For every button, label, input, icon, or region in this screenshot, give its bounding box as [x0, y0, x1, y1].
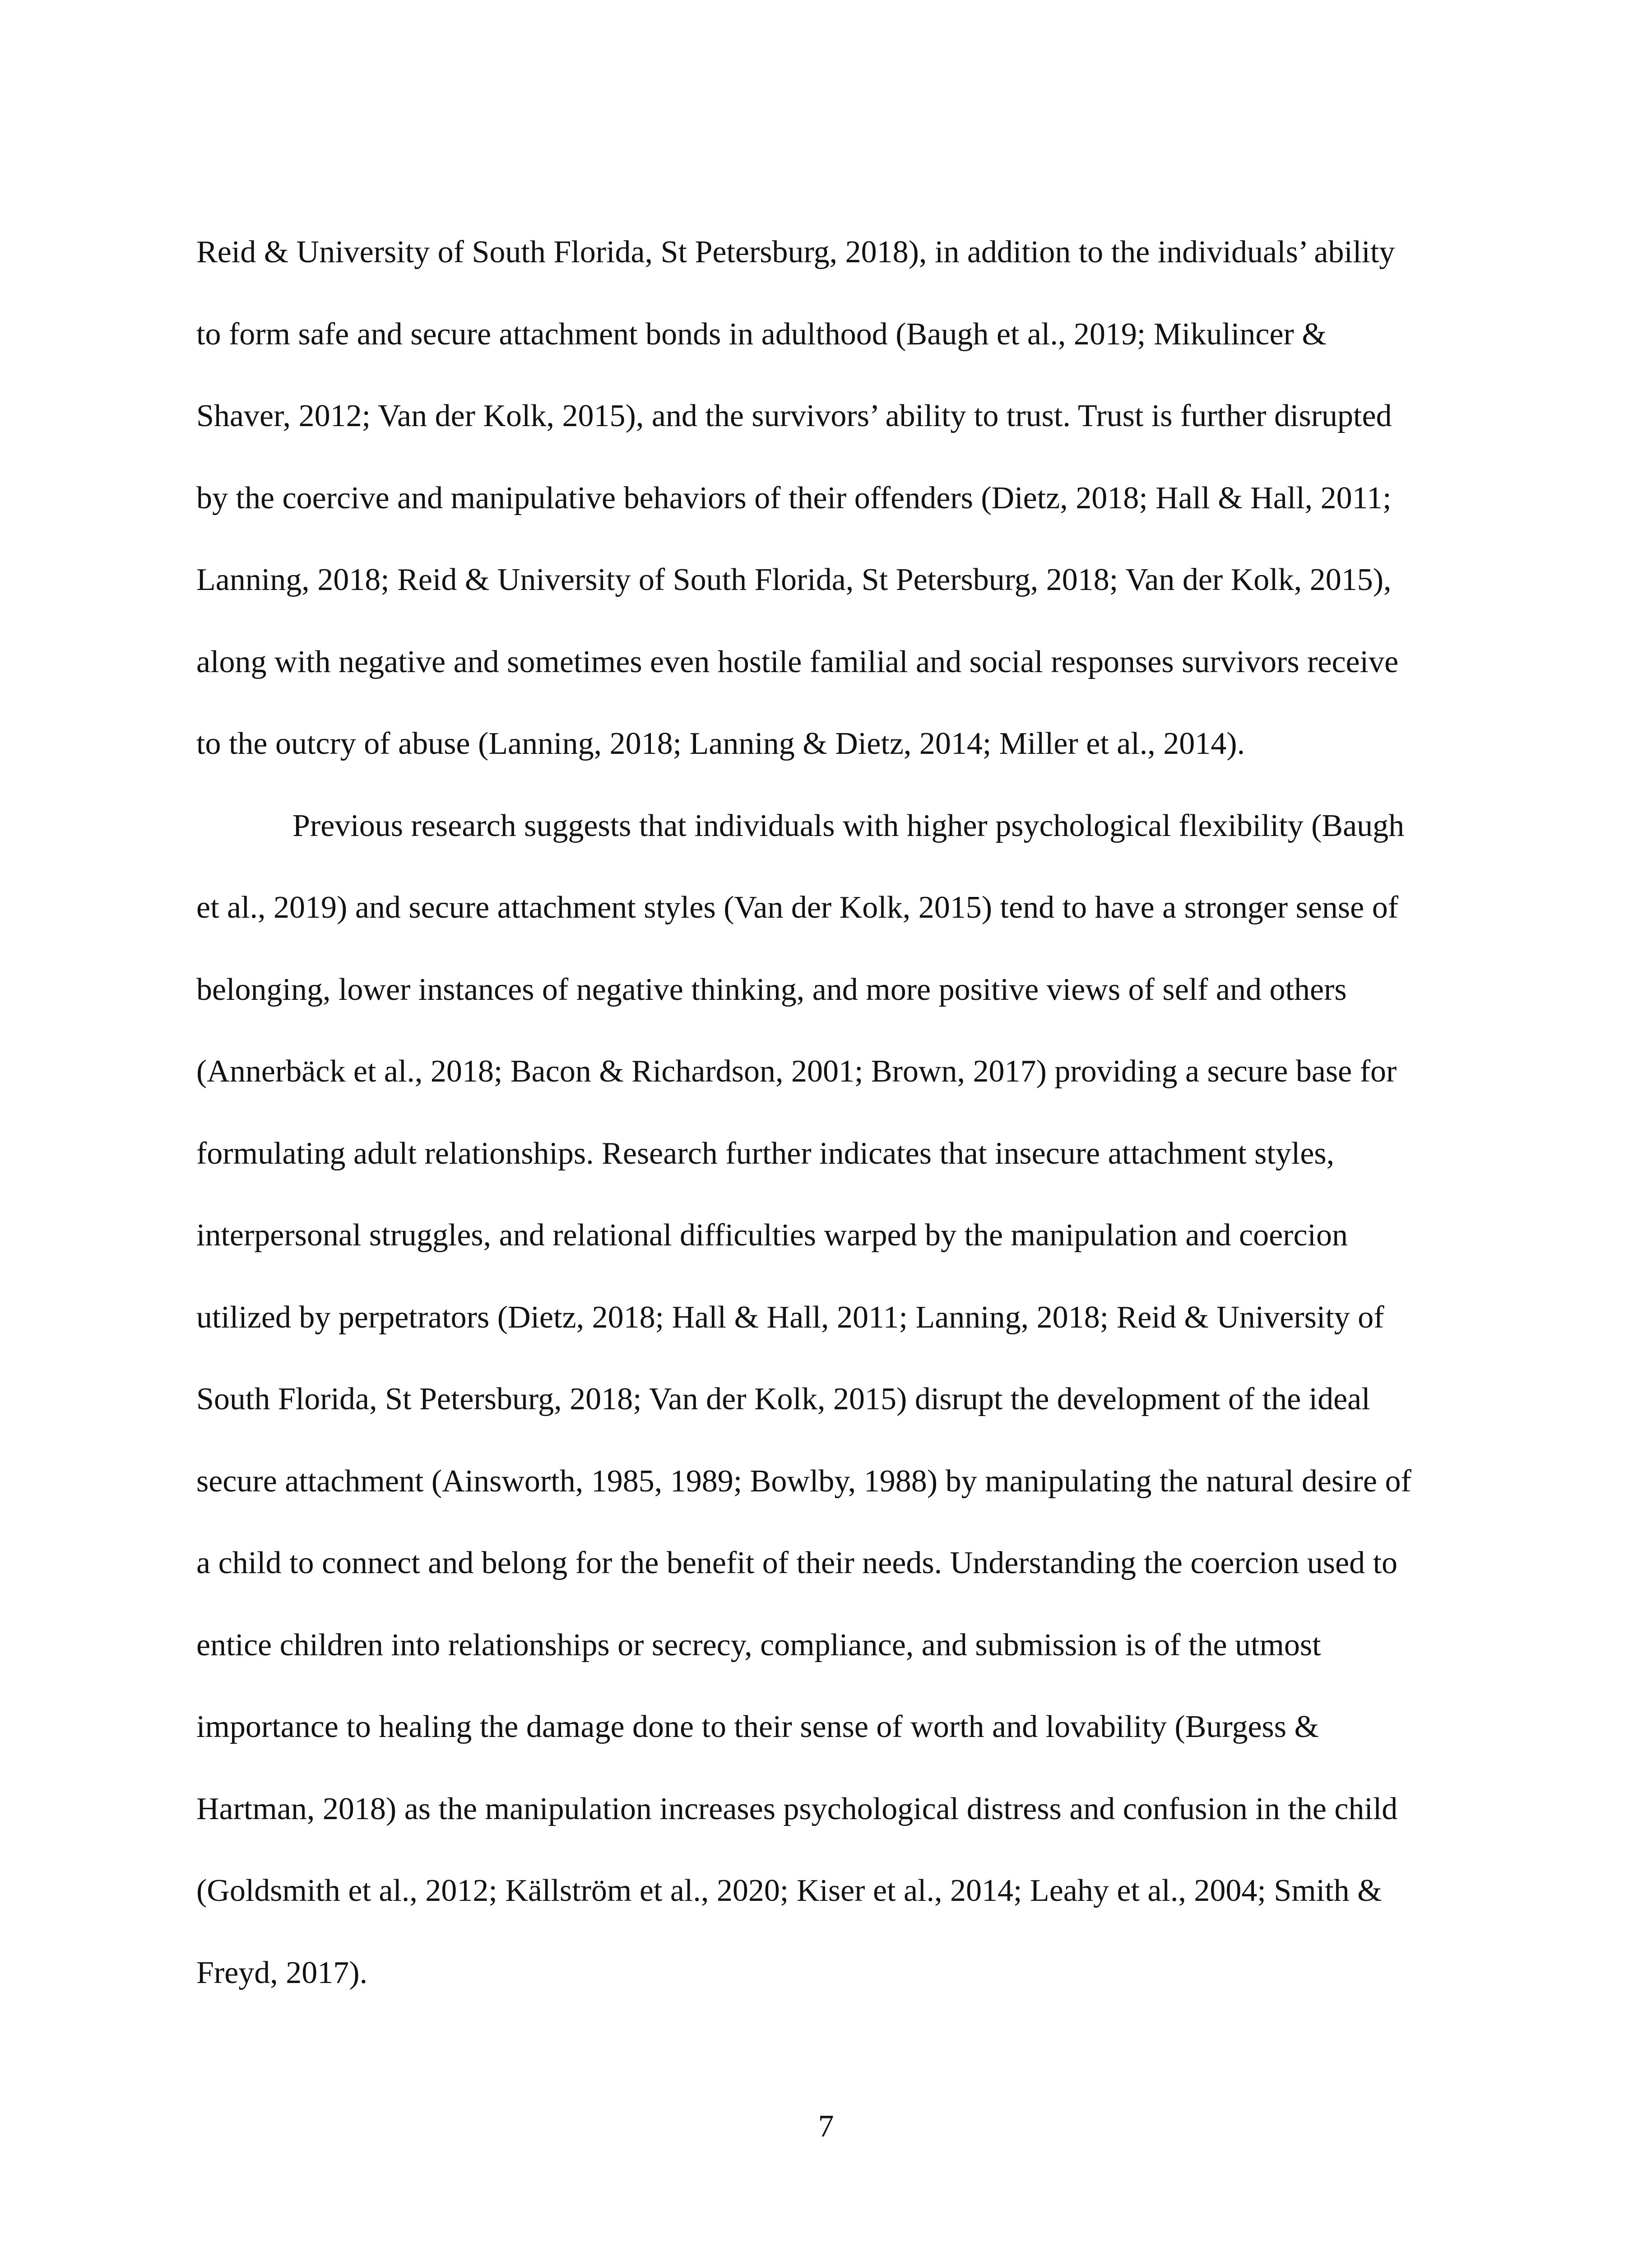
- text-line: secure attachment (Ainsworth, 1985, 1989; Bowlby, 1988) by manipulating the natural desire of: [196, 1463, 1411, 1499]
- paragraph-1: [196, 211, 1460, 785]
- text-line: formulating adult relationships. Research further indicates that insecure attachment styles,: [196, 1136, 1335, 1171]
- text-line: interpersonal struggles, and relational difficulties warped by the manipulation and coercion: [196, 1218, 1348, 1253]
- text-line: (Annerbäck et al., 2018; Bacon & Richardson, 2001; Brown, 2017) providing a secure base for: [196, 1054, 1397, 1089]
- text-line: utilized by perpetrators (Dietz, 2018; Hall & Hall, 2011; Lanning, 2018; Reid & University of: [196, 1300, 1384, 1335]
- text-line: to form safe and secure attachment bonds in adulthood (Baugh et al., 2019; Mikulincer &: [196, 316, 1327, 352]
- text-line: by the coercive and manipulative behaviors of their offenders (Dietz, 2018; Hall & Hall, 2011;: [196, 480, 1392, 515]
- text-line: to the outcry of abuse (Lanning, 2018; Lanning & Dietz, 2014; Miller et al., 2014).: [196, 726, 1245, 761]
- paragraph-2: [196, 785, 1460, 2014]
- text-line: Reid & University of South Florida, St Petersburg, 2018), in addition to the individuals’ ability: [196, 235, 1395, 269]
- text-line: Lanning, 2018; Reid & University of South Florida, St Petersburg, 2018; Van der Kolk, 2015),: [196, 562, 1392, 597]
- text-line: South Florida, St Petersburg, 2018; Van der Kolk, 2015) disrupt the development of the ideal: [196, 1382, 1370, 1416]
- text-line: Freyd, 2017).: [196, 1955, 368, 1990]
- text-line: (Goldsmith et al., 2012; Källström et al., 2020; Kiser et al., 2014; Leahy et al., 2004; Smith &: [196, 1873, 1382, 1908]
- text-line: Shaver, 2012; Van der Kolk, 2015), and the survivors’ ability to trust. Trust is further disrupted: [196, 399, 1392, 433]
- page-number: 7: [818, 2109, 834, 2144]
- text-line: belonging, lower instances of negative thinking, and more positive views of self and others: [196, 972, 1347, 1007]
- text-line: et al., 2019) and secure attachment styles (Van der Kolk, 2015) tend to have a stronger sense of: [196, 890, 1399, 925]
- text-line: importance to healing the damage done to their sense of worth and lovability (Burgess &: [196, 1709, 1319, 1744]
- text-line: a child to connect and belong for the benefit of their needs. Understanding the coercion used to: [196, 1546, 1398, 1580]
- text-line: along with negative and sometimes even hostile familial and social responses survivors receive: [196, 644, 1399, 679]
- body-text: [196, 211, 1460, 2014]
- text-line: Previous research suggests that individuals with higher psychological flexibility (Baugh: [292, 808, 1405, 843]
- text-line: Hartman, 2018) as the manipulation increases psychological distress and confusion in the child: [196, 1791, 1398, 1826]
- text-line: entice children into relationships or secrecy, compliance, and submission is of the utmost: [196, 1627, 1321, 1663]
